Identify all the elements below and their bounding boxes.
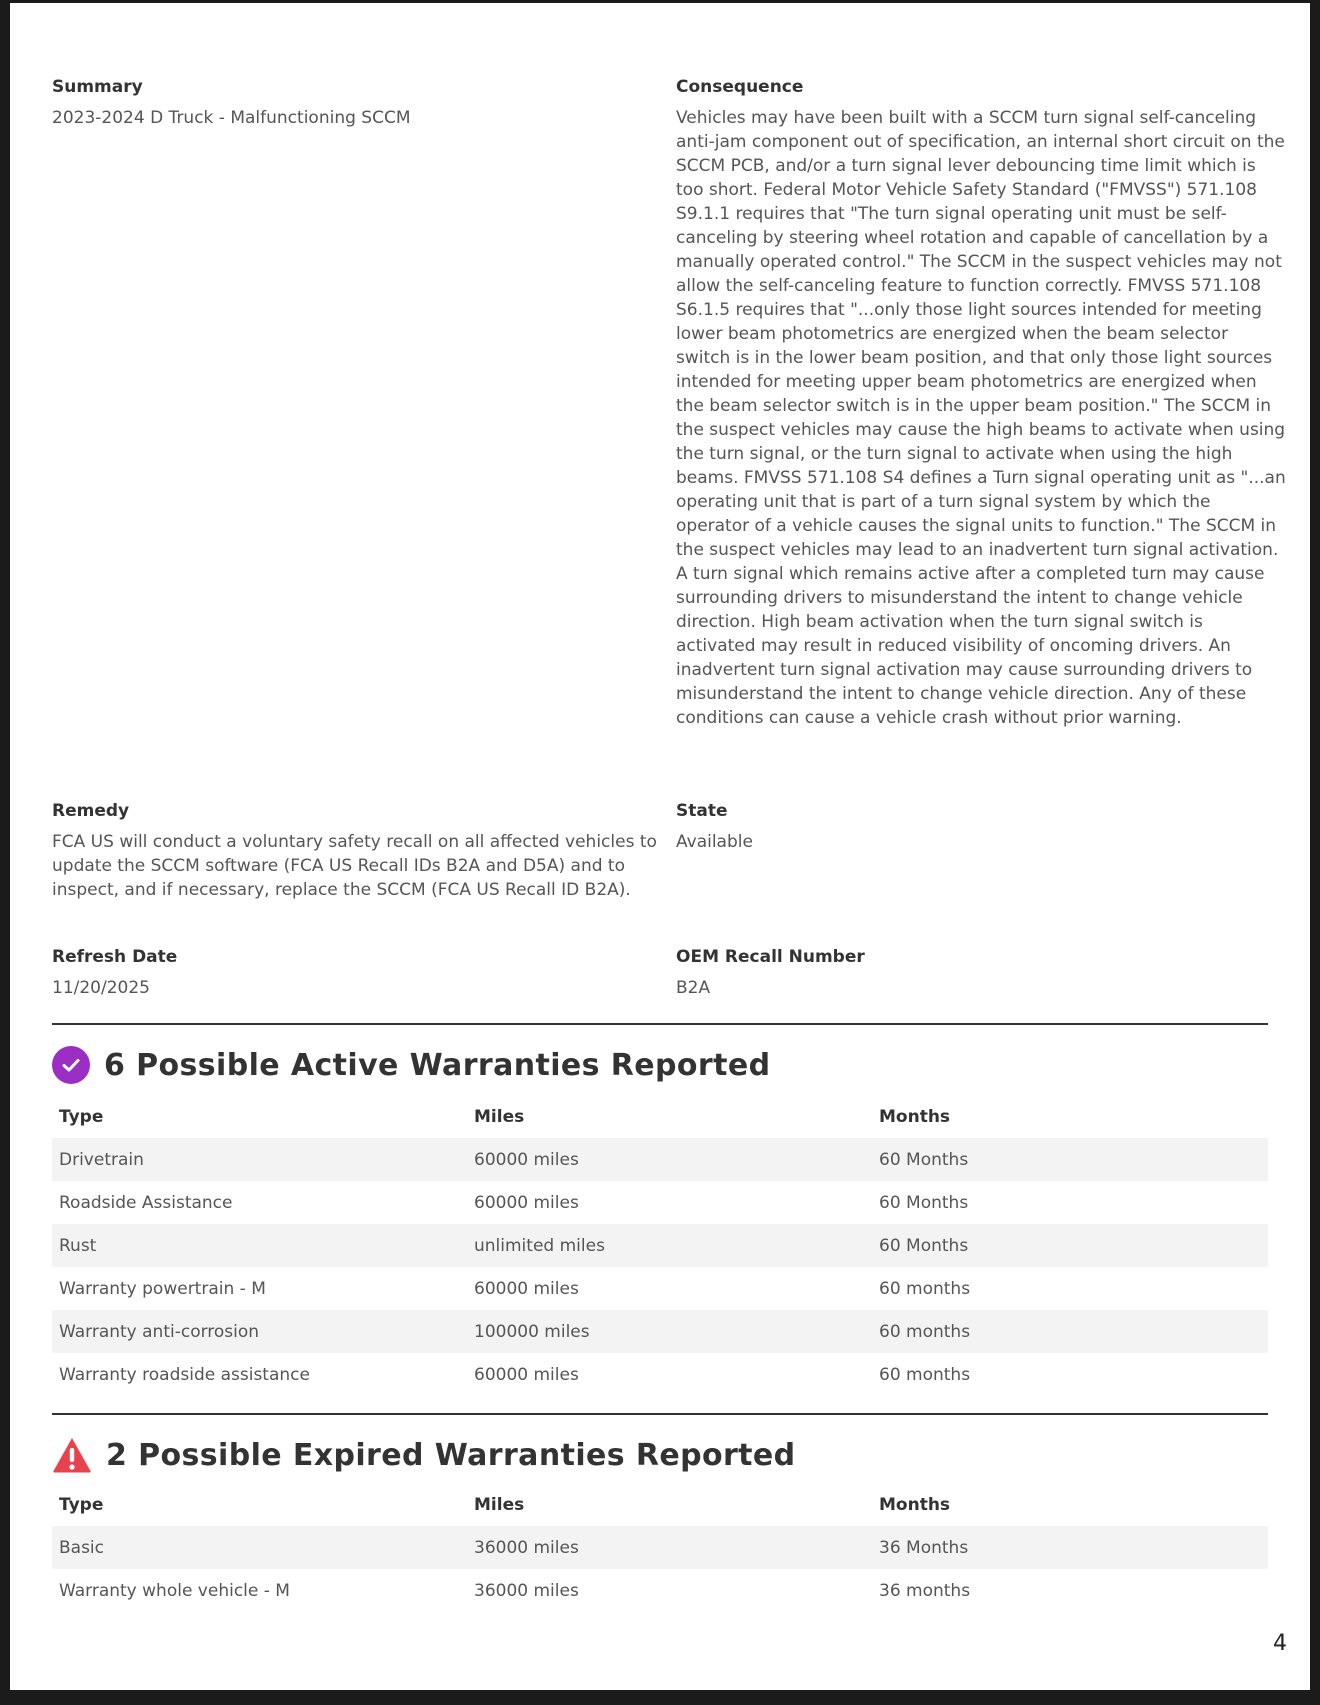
oem-recall-section <box>676 946 1286 1000</box>
cell-type: Roadside Assistance <box>59 1192 233 1213</box>
check-circle-icon <box>52 1046 90 1084</box>
active-warranties-header <box>52 1045 770 1085</box>
active-warranties-table <box>52 1096 1268 1396</box>
cell-months: 60 Months <box>872 1138 1268 1181</box>
column-header-miles: Miles <box>474 1107 525 1127</box>
state-section <box>676 800 1286 854</box>
consequence-section <box>676 76 1286 730</box>
expired-warranties-header <box>52 1435 796 1475</box>
table-row <box>52 1569 1268 1612</box>
cell-miles: 60000 miles <box>474 1192 579 1213</box>
cell-miles: 36000 miles <box>467 1526 872 1569</box>
cell-miles: unlimited miles <box>467 1224 872 1267</box>
consequence-label: Consequence <box>676 77 804 97</box>
table-header-row <box>52 1096 1268 1138</box>
cell-months: 36 months <box>879 1580 971 1601</box>
cell-months: 60 months <box>879 1364 971 1385</box>
summary-section <box>52 76 657 130</box>
cell-type: Rust <box>52 1224 467 1267</box>
column-header-months: Months <box>879 1107 951 1127</box>
column-header-type: Type <box>59 1107 104 1127</box>
state-label: State <box>676 801 728 821</box>
summary-label: Summary <box>52 77 143 97</box>
table-row <box>52 1310 1268 1353</box>
page-number: 4 <box>1273 1631 1287 1656</box>
remedy-label: Remedy <box>52 801 130 821</box>
cell-months: 60 Months <box>872 1224 1268 1267</box>
summary-value: 2023-2024 D Truck - Malfunctioning SCCM <box>52 108 411 128</box>
remedy-value: FCA US will conduct a voluntary safety recall on all affected vehicles to update the SCCM software (FCA US Recall IDs B2A and D5A) and to inspect, and if necessary, replace the SCCM (FCA US Recall ID B2A). <box>52 832 657 900</box>
cell-miles: 36000 miles <box>474 1580 579 1601</box>
refresh-date-section <box>52 946 657 1000</box>
cell-type: Warranty roadside assistance <box>59 1364 310 1385</box>
cell-type: Warranty whole vehicle - M <box>59 1580 290 1601</box>
cell-months: 60 months <box>879 1278 971 1299</box>
refresh-date-value: 11/20/2025 <box>52 978 150 998</box>
table-row <box>52 1181 1268 1224</box>
column-header-months: Months <box>879 1495 951 1515</box>
cell-type: Drivetrain <box>52 1138 467 1181</box>
active-warranties-title: 6 Possible Active Warranties Reported <box>104 1047 771 1083</box>
cell-miles: 60000 miles <box>474 1364 579 1385</box>
column-header-type: Type <box>59 1495 104 1515</box>
cell-miles: 60000 miles <box>467 1138 872 1181</box>
table-row <box>52 1224 1268 1267</box>
oem-recall-label: OEM Recall Number <box>676 947 865 967</box>
cell-months: 60 Months <box>879 1192 969 1213</box>
cell-type: Warranty powertrain - M <box>59 1278 266 1299</box>
cell-miles: 100000 miles <box>467 1310 872 1353</box>
table-row <box>52 1353 1268 1396</box>
oem-recall-value: B2A <box>676 978 711 998</box>
table-header-row <box>52 1484 1268 1526</box>
consequence-value: Vehicles may have been built with a SCCM turn signal self-canceling anti-jam component out of specification, an internal short circuit on the SCCM PCB, and/or a turn signal lever debouncing time limit which is too short. Federal Motor Vehicle Safety Standard ("FMVSS") 571.108 S9.1.1 requires that "The turn signal operating unit must be self-canceling by steering wheel rotation and capable of cancellation by a manually operated control." The SCCM in the suspect vehicles may not allow the self-canceling feature to function correctly. FMVSS 571.108 S6.1.5 requires that "...only those light sources intended for meeting lower beam photometrics are energized when the beam selector switch is in the lower beam position, and that only those light sources intended for meeting upper beam photometrics are energized when the beam selector switch is in the upper beam position." The SCCM in the suspect vehicles may cause the high beams to activate when using the turn signal, or the turn signal to activate when using the high beams. FMVSS 571.108 S4 defines a Turn signal operating unit as "...an operating unit that is part of a turn signal system by which the operator of a vehicle causes the signal units to function." The SCCM in the suspect vehicles may lead to an inadvertent turn signal activation. A turn signal which remains active after a completed turn may cause surrounding drivers to misunderstand the intent to change vehicle direction. High beam activation when the turn signal switch is activated may result in reduced visibility of oncoming drivers. An inadvertent turn signal activation may cause surrounding drivers to misunderstand the intent to change vehicle direction. Any of these conditions can cause a vehicle crash without prior warning. <box>676 108 1286 728</box>
cell-type: Warranty anti-corrosion <box>52 1310 467 1353</box>
document-page <box>10 3 1310 1690</box>
cell-miles: 60000 miles <box>474 1278 579 1299</box>
section-divider <box>52 1023 1268 1025</box>
state-value: Available <box>676 832 753 852</box>
table-row <box>52 1526 1268 1569</box>
remedy-section <box>52 800 657 902</box>
table-row <box>52 1267 1268 1310</box>
warning-triangle-icon <box>52 1436 92 1474</box>
cell-months: 36 Months <box>872 1526 1268 1569</box>
expired-warranties-title: 2 Possible Expired Warranties Reported <box>106 1437 796 1473</box>
cell-type: Basic <box>52 1526 467 1569</box>
cell-months: 60 months <box>872 1310 1268 1353</box>
refresh-date-label: Refresh Date <box>52 947 178 967</box>
section-divider <box>52 1413 1268 1415</box>
expired-warranties-table <box>52 1484 1268 1612</box>
column-header-miles: Miles <box>474 1495 525 1515</box>
table-row <box>52 1138 1268 1181</box>
